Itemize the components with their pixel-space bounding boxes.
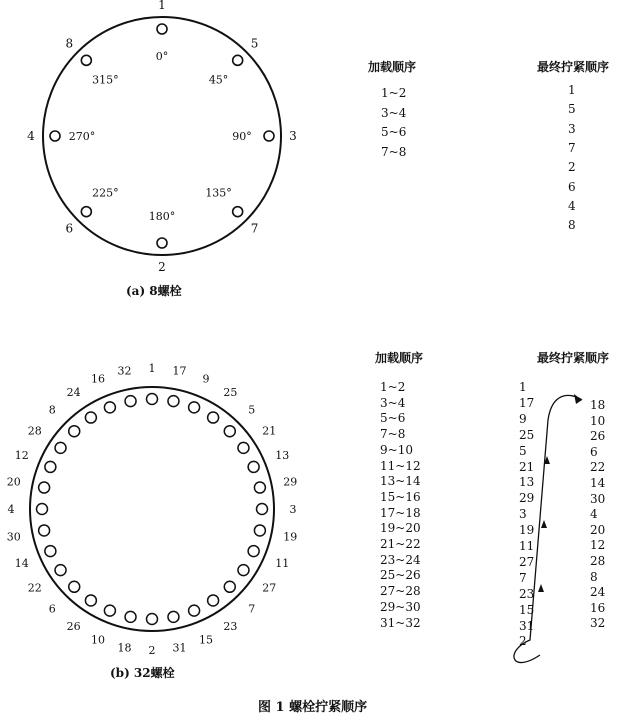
bolt-hole <box>238 442 249 453</box>
sequence-arrow-marker-2 <box>541 520 547 528</box>
final-step: 3 <box>568 121 576 136</box>
bolt-number: 5 <box>250 36 259 51</box>
bolt-number: 3 <box>289 503 297 516</box>
bolt-hole <box>189 402 200 413</box>
final-step: 14 <box>590 476 606 490</box>
final-step: 26 <box>590 429 606 444</box>
loading-step: 29~30 <box>380 599 421 614</box>
bolt-hole <box>189 605 200 616</box>
final-step: 25 <box>519 427 535 442</box>
final-step: 23 <box>519 586 535 601</box>
loading-sequence-b <box>375 349 423 366</box>
bolt-hole <box>81 207 91 217</box>
final-step: 27 <box>519 554 535 569</box>
bolt-hole <box>39 482 50 493</box>
loading-step: 5~6 <box>380 411 406 426</box>
angle-label: 135° <box>205 186 232 200</box>
final-step: 10 <box>590 413 606 428</box>
loading-step: 21~22 <box>380 537 421 551</box>
bolt-hole <box>45 546 56 557</box>
final-step: 8 <box>590 569 598 584</box>
bolt-number: 21 <box>262 424 277 438</box>
bolt-hole <box>50 131 60 141</box>
sequence-arrow-marker-1 <box>538 584 544 592</box>
bolt-hole <box>264 131 274 141</box>
bolt-hole <box>208 412 219 423</box>
bolt-number: 2 <box>158 260 166 274</box>
bolt-number: 8 <box>65 36 74 51</box>
final-step: 20 <box>590 522 606 537</box>
final-step: 3 <box>519 507 527 522</box>
bolt-hole <box>104 402 115 413</box>
bolt-hole <box>147 394 158 405</box>
bolt-number: 10 <box>91 633 106 647</box>
bolt-hole <box>157 238 167 248</box>
final-step: 11 <box>519 539 535 553</box>
figure-title: 图 1 螺栓拧紧顺序 <box>258 700 368 715</box>
angle-label: 180° <box>148 210 176 223</box>
bolt-number: 1 <box>148 362 156 375</box>
bolt-hole <box>254 525 265 536</box>
final-header-b: 最终拧紧顺序 <box>537 351 610 365</box>
bolt-number: 24 <box>66 385 81 399</box>
angle-label: 45° <box>208 73 229 87</box>
bolt-number: 17 <box>172 364 187 378</box>
final-step: 7 <box>519 570 527 585</box>
bolt-number: 20 <box>6 475 21 489</box>
loading-step: 7~8 <box>381 144 407 159</box>
bolt-number: 30 <box>6 530 21 544</box>
final-step: 24 <box>590 585 606 600</box>
final-step: 4 <box>568 198 576 213</box>
bolt-hole <box>45 461 56 472</box>
final-sequence-a <box>537 58 609 75</box>
loading-step: 7~8 <box>380 427 406 442</box>
bolt-number: 5 <box>248 403 256 417</box>
caption-a: (a) 8螺栓 <box>126 284 182 298</box>
bolt-hole <box>157 24 167 34</box>
loading-step: 9~10 <box>380 442 413 457</box>
bolt-hole <box>248 461 259 472</box>
bolt-number: 7 <box>250 221 259 236</box>
bolt-hole <box>37 504 48 515</box>
loading-step: 25~26 <box>380 568 421 583</box>
bolt-hole <box>104 605 115 616</box>
bolt-number: 9 <box>202 372 210 386</box>
final-step: 12 <box>590 538 606 553</box>
loading-step: 5~6 <box>381 125 407 139</box>
bolt-hole <box>224 581 235 592</box>
bolt-number: 4 <box>27 129 35 143</box>
final-step: 5 <box>519 443 527 458</box>
bolt-hole <box>55 565 66 576</box>
loading-step: 23~24 <box>380 552 421 567</box>
bolt-number: 8 <box>48 403 56 417</box>
angle-label: 315° <box>92 73 119 87</box>
final-step: 16 <box>590 600 606 615</box>
bolt-number: 13 <box>275 449 290 463</box>
bolt-number: 23 <box>223 620 238 634</box>
loading-step: 31~32 <box>380 615 421 630</box>
bolt-hole <box>81 55 91 65</box>
final-step: 7 <box>568 140 576 155</box>
bolt-number: 2 <box>148 644 156 657</box>
bolt-number: 15 <box>198 633 213 647</box>
bolt-number: 19 <box>283 530 298 544</box>
final-step: 30 <box>590 491 606 506</box>
loading-step: 17~18 <box>380 505 421 520</box>
final-step: 2 <box>519 634 527 649</box>
bolt-number: 14 <box>14 556 29 570</box>
bolt-number: 32 <box>117 364 132 378</box>
angle-label: 225° <box>92 186 119 200</box>
angle-label: 0° <box>155 50 169 63</box>
bolt-hole <box>233 55 243 65</box>
bolt-number: 28 <box>27 424 42 438</box>
bolt-number: 11 <box>275 556 290 570</box>
loading-sequence-a <box>368 58 416 75</box>
final-step: 19 <box>519 523 535 538</box>
bolt-hole <box>39 525 50 536</box>
bolt-number: 7 <box>248 602 256 616</box>
bolt-hole <box>69 426 80 437</box>
final-step: 1 <box>519 380 527 394</box>
flange-circle-32 <box>27 387 277 634</box>
final-step: 5 <box>568 102 576 117</box>
bolt-hole <box>69 581 80 592</box>
final-step: 1 <box>568 83 576 97</box>
final-step: 28 <box>590 554 606 568</box>
bolt-number: 27 <box>262 581 277 595</box>
loading-step: 19~20 <box>380 521 421 536</box>
bolt-hole <box>147 614 158 625</box>
bolt-hole <box>233 207 243 217</box>
bolt-number: 22 <box>27 581 42 595</box>
bolt-number: 26 <box>66 620 81 634</box>
loading-step: 1~2 <box>381 86 407 100</box>
bolt-number: 29 <box>283 475 298 489</box>
final-step: 9 <box>519 411 527 426</box>
final-step: 18 <box>590 398 606 412</box>
bolt-hole <box>125 611 136 622</box>
loading-step: 13~14 <box>380 474 421 489</box>
final-step: 8 <box>568 218 576 233</box>
final-step: 21 <box>519 459 535 474</box>
angle-label: 270° <box>68 130 96 143</box>
final-step: 15 <box>519 602 535 617</box>
bolt-number: 3 <box>289 129 297 143</box>
final-step: 4 <box>590 507 598 522</box>
bolt-hole <box>254 482 265 493</box>
final-step: 13 <box>519 475 535 490</box>
final-step: 31 <box>519 618 535 633</box>
loading-step: 11~12 <box>380 458 421 473</box>
bolt-number: 31 <box>172 641 187 655</box>
bolt-hole <box>208 595 219 606</box>
bolt-hole <box>168 396 179 407</box>
loading-header-b: 加载顺序 <box>375 351 424 365</box>
bolt-hole <box>257 504 268 515</box>
bolt-number: 12 <box>14 449 29 463</box>
bolt-hole <box>85 595 96 606</box>
bolt-number: 6 <box>48 602 56 616</box>
bolt-hole <box>55 442 66 453</box>
final-step: 22 <box>590 460 606 475</box>
loading-header-a: 加载顺序 <box>368 60 417 74</box>
bolt-hole <box>224 426 235 437</box>
loading-step: 27~28 <box>380 584 421 599</box>
bolt-hole <box>168 611 179 622</box>
bolt-hole <box>248 546 259 557</box>
bolt-hole <box>238 565 249 576</box>
final-sequence-b <box>537 349 609 366</box>
bolt-number: 1 <box>158 0 166 12</box>
loading-step: 15~16 <box>380 489 421 504</box>
bolt-hole <box>125 396 136 407</box>
bolt-number: 25 <box>223 385 238 399</box>
final-step: 29 <box>519 491 535 506</box>
caption-b: (b) 32螺栓 <box>110 666 175 680</box>
bolt-number: 6 <box>65 221 74 236</box>
angle-label: 90° <box>232 130 252 143</box>
loading-step: 3~4 <box>380 395 406 410</box>
loading-step: 1~2 <box>380 380 406 394</box>
bolt-hole <box>85 412 96 423</box>
final-step: 32 <box>590 616 606 631</box>
bolt-number: 16 <box>91 372 106 386</box>
bolt-number: 18 <box>117 641 132 655</box>
final-header-a: 最终拧紧顺序 <box>537 60 610 74</box>
final-step: 6 <box>590 444 598 459</box>
final-step: 17 <box>519 395 535 410</box>
final-step: 6 <box>568 179 576 194</box>
loading-step: 3~4 <box>381 105 407 120</box>
bolt-number: 4 <box>7 503 15 516</box>
final-step: 2 <box>568 160 576 175</box>
